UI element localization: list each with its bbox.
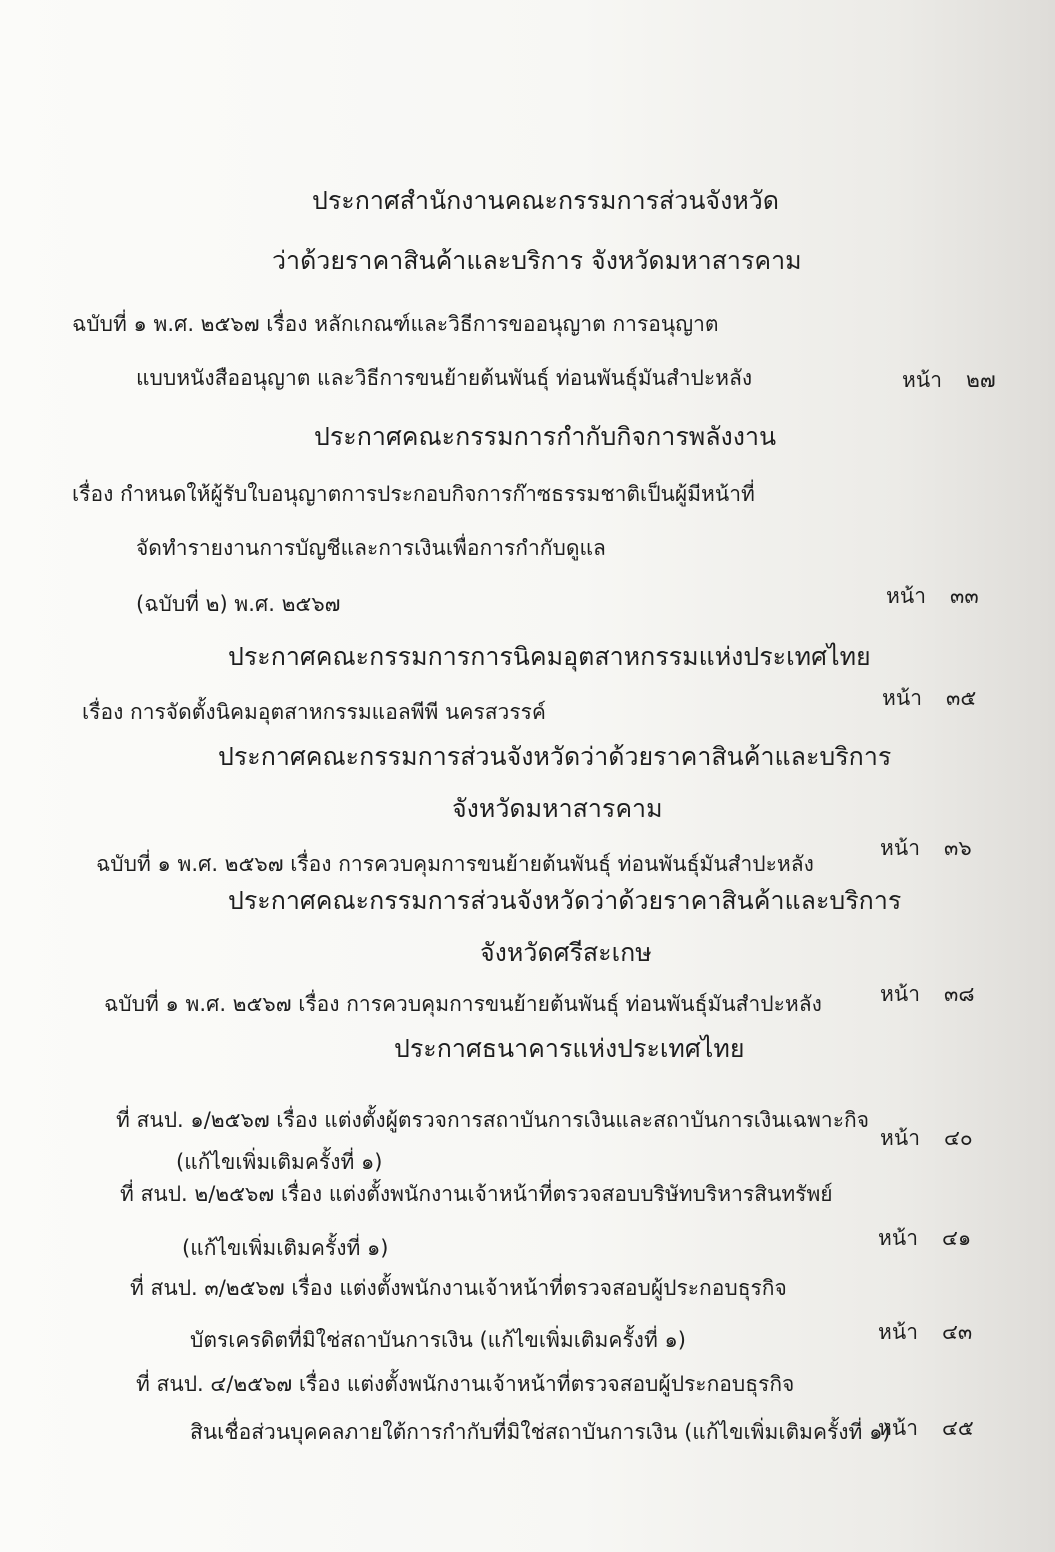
entry-text: (ฉบับที่ ๒) พ.ศ. ๒๕๖๗ <box>136 592 341 616</box>
page-number: ๔๑ <box>942 1226 972 1250</box>
entry-text: จัดทำรายงานการบัญชีและการเงินเพื่อการกำกับดูแล <box>136 536 606 560</box>
page-label: หน้า <box>878 1226 918 1250</box>
page-label: หน้า <box>882 686 922 710</box>
page-number: ๓๖ <box>944 836 972 860</box>
page-ref <box>880 984 975 1005</box>
page-ref <box>878 1418 974 1439</box>
entry-text: (แก้ไขเพิ่มเติมครั้งที่ ๑) <box>182 1236 389 1260</box>
page-number: ๔๓ <box>942 1320 973 1344</box>
section-heading: ประกาศคณะกรรมการกำกับกิจการพลังงาน <box>314 422 777 451</box>
section-heading: ประกาศธนาคารแห่งประเทศไทย <box>394 1034 745 1063</box>
page-ref <box>880 1128 973 1149</box>
page-ref <box>878 1228 971 1249</box>
section-heading: ประกาศสำนักงานคณะกรรมการส่วนจังหวัด <box>312 186 780 215</box>
entry-text: ที่ สนป. ๔/๒๕๖๗ เรื่อง แต่งตั้งพนักงานเจ้าหน้าที่ตรวจสอบผู้ประกอบธุรกิจ <box>136 1372 795 1396</box>
page-ref <box>902 370 996 391</box>
section-heading: จังหวัดศรีสะเกษ <box>480 938 652 967</box>
entry-text: เรื่อง การจัดตั้งนิคมอุตสาหกรรมแอลพีพี นครสวรรค์ <box>82 700 546 724</box>
section-heading: ประกาศคณะกรรมการส่วนจังหวัดว่าด้วยราคาสินค้าและบริการ <box>218 742 892 771</box>
page-ref <box>878 1322 972 1343</box>
section-heading: จังหวัดมหาสารคาม <box>452 794 663 823</box>
page-label: หน้า <box>878 1320 918 1344</box>
page-ref <box>880 838 972 859</box>
entry-text: สินเชื่อส่วนบุคคลภายใต้การกำกับที่มิใช่สถาบันการเงิน (แก้ไขเพิ่มเติมครั้งที่ ๑) <box>190 1420 891 1444</box>
page-label: หน้า <box>902 368 942 392</box>
entry-text: ที่ สนป. ๑/๒๕๖๗ เรื่อง แต่งตั้งผู้ตรวจการสถาบันการเงินและสถาบันการเงินเฉพาะกิจ <box>116 1108 869 1132</box>
entry-text: ฉบับที่ ๑ พ.ศ. ๒๕๖๗ เรื่อง หลักเกณฑ์และวิธีการขออนุญาต การอนุญาต <box>72 312 719 336</box>
entry-text: ที่ สนป. ๒/๒๕๖๗ เรื่อง แต่งตั้งพนักงานเจ้าหน้าที่ตรวจสอบบริษัทบริหารสินทรัพย์ <box>120 1182 833 1206</box>
page-label: หน้า <box>878 1416 918 1440</box>
entry-text: เรื่อง กำหนดให้ผู้รับใบอนุญาตการประกอบกิจการก๊าซธรรมชาติเป็นผู้มีหน้าที่ <box>72 482 755 506</box>
page-label: หน้า <box>880 836 920 860</box>
section-heading: ว่าด้วยราคาสินค้าและบริการ จังหวัดมหาสารคาม <box>272 246 802 275</box>
page-ref <box>882 688 976 709</box>
entry-text: ฉบับที่ ๑ พ.ศ. ๒๕๖๗ เรื่อง การควบคุมการขนย้ายต้นพันธุ์ ท่อนพันธุ์มันสำปะหลัง <box>104 992 822 1016</box>
page-label: หน้า <box>886 584 926 608</box>
page-number: ๔๐ <box>944 1126 973 1150</box>
entry-text: แบบหนังสืออนุญาต และวิธีการขนย้ายต้นพันธุ์ ท่อนพันธุ์มันสำปะหลัง <box>136 366 753 390</box>
section-heading: ประกาศคณะกรรมการส่วนจังหวัดว่าด้วยราคาสินค้าและบริการ <box>228 886 902 915</box>
page-number: ๒๗ <box>966 368 996 392</box>
page-number: ๓๓ <box>950 584 979 608</box>
section-heading: ประกาศคณะกรรมการการนิคมอุตสาหกรรมแห่งประเทศไทย <box>228 642 871 671</box>
page-label: หน้า <box>880 1126 920 1150</box>
page-number: ๓๕ <box>946 686 977 710</box>
entry-text: (แก้ไขเพิ่มเติมครั้งที่ ๑) <box>176 1150 383 1174</box>
page-label: หน้า <box>880 982 920 1006</box>
entry-text: บัตรเครดิตที่มิใช่สถาบันการเงิน (แก้ไขเพิ่มเติมครั้งที่ ๑) <box>190 1328 686 1352</box>
page-ref <box>886 586 979 607</box>
page-number: ๔๕ <box>942 1416 974 1440</box>
page-number: ๓๘ <box>944 982 975 1006</box>
entry-text: ฉบับที่ ๑ พ.ศ. ๒๕๖๗ เรื่อง การควบคุมการขนย้ายต้นพันธุ์ ท่อนพันธุ์มันสำปะหลัง <box>96 852 814 876</box>
entry-text: ที่ สนป. ๓/๒๕๖๗ เรื่อง แต่งตั้งพนักงานเจ้าหน้าที่ตรวจสอบผู้ประกอบธุรกิจ <box>130 1276 787 1300</box>
